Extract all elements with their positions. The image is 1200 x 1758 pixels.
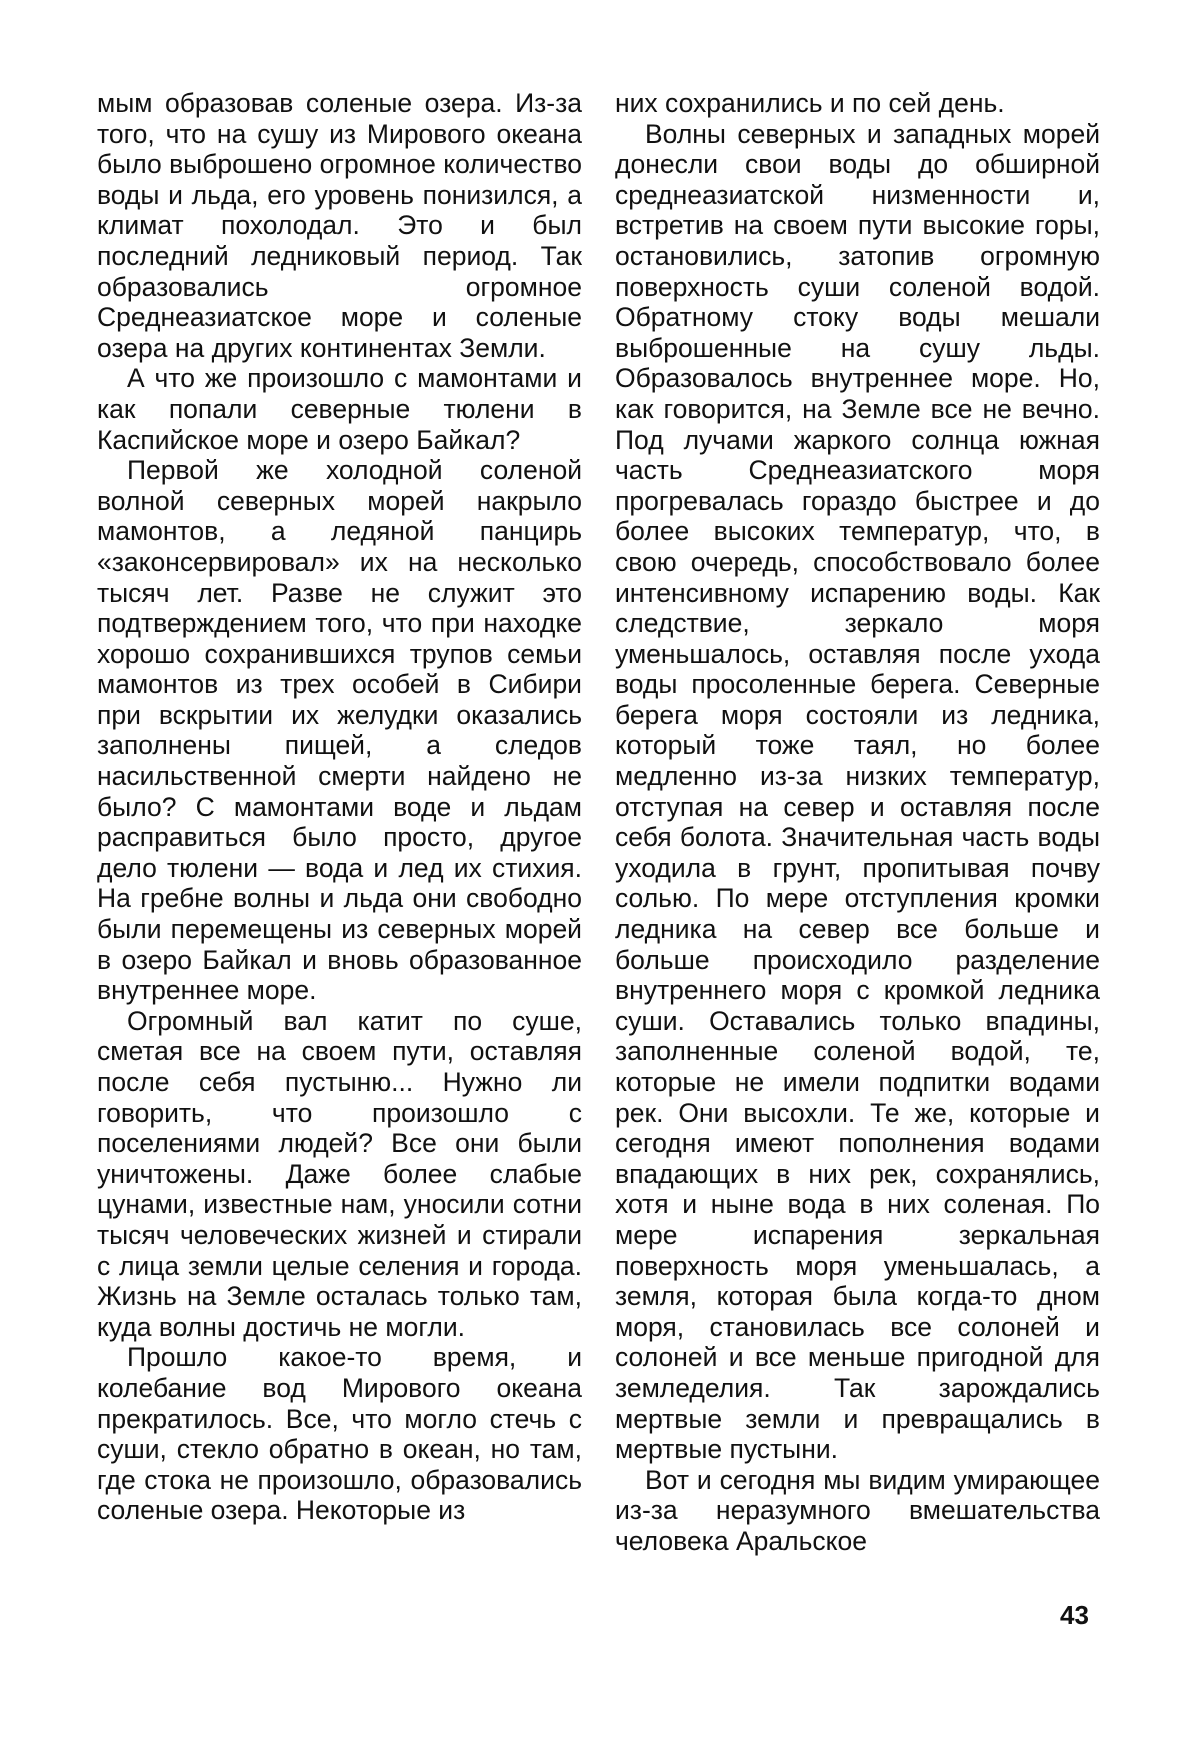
left-text-column xyxy=(97,88,582,1526)
page-number: 43 xyxy=(1060,1600,1089,1630)
paragraph: Волны северных и западных морей донесли свои воды до обширной среднеазиатской низменности и, встретив на своем пути высокие горы, остановились, затопив огромную поверхность суши соленой водой. Обратному стоку воды мешали выброшенные на сушу льды. Образовалось внутреннее море. Но, как говорится, на Земле все не вечно. Под лучами жаркого солнца южная часть Среднеазиатского моря прогревалась гораздо быстрее и до более высоких температур, что, в свою очередь, способствовало более интенсивному испарению воды. Как следствие, зеркало моря уменьшалось, оставляя после ухода воды просоленные берега. Северные берега моря состояли из ледника, который тоже таял, но более медленно из-за низких температур, отступая на север и оставляя после себя болота. Значительная часть воды уходила в грунт, пропитывая почву солью. По мере отступления кромки ледника на север все больше и больше происходило разделение внутреннего моря с кромкой ледника суши. Оставались только впадины, заполненные соленой водой, те, которые не имели подпитки водами рек. Они высохли. Те же, которые и сегодня имеют пополнения водами впадающих в них рек, сохранялись, хотя и ныне вода в них соленая. По мере испарения зеркальная поверхность моря уменьшалась, а земля, которая была когда-то дном моря, становилась все солоней и солоней и все меньше пригодной для земледелия. Так зарождались мертвые земли и превращались в мертвые пустыни. xyxy=(615,118,1100,1465)
paragraph: Вот и сегодня мы видим умирающее из-за неразумного вмешательства человека Аральское xyxy=(615,1464,1100,1556)
paragraph: Первой же холодной соленой волной северных морей накрыло мамонтов, а ледяной панцирь «законсервировал» их на несколько тысяч лет. Разве не служит это подтверждением того, что при находке хорошо сохранившихся трупов семьи мамонтов из трех особей в Сибири при вскрытии их желудки оказались заполнены пищей, а следов насильственной смерти найдено не было? С мамонтами воде и льдам расправиться было просто, другое дело тюлени — вода и лед их стихия. На гребне волны и льда они свободно были перемещены из северных морей в озеро Байкал и вновь образованное внутреннее море. xyxy=(97,455,582,1006)
paragraph: Огромный вал катит по суше, сметая все на своем пути, оставляя после себя пустыню... Нужно ли говорить, что произошло с поселениями людей? Все они были уничтожены. Даже более слабые цунами, известные нам, уносили сотни тысяч человеческих жизней и стирали с лица земли целые селения и города. Жизнь на Земле осталась только там, куда волны достичь не могли. xyxy=(97,1005,582,1342)
paragraph: Прошло какое-то время, и колебание вод Мирового океана прекратилось. Все, что могло стечь с суши, стекло обратно в океан, но там, где стока не произошло, образовались соленые озера. Некоторые из xyxy=(97,1342,582,1526)
paragraph: мым образовав соленые озера. Из-за того, что на сушу из Мирового океана было выброшено огромное количество воды и льда, его уровень понизился, а климат похолодал. Это и был последний ледниковый период. Так образовались огромное Среднеазиатское море и соленые озера на других континентах Земли. xyxy=(97,88,582,363)
paragraph: них сохранились и по сей день. xyxy=(615,88,1005,118)
right-text-column xyxy=(615,88,1100,1557)
paragraph: А что же произошло с мамонтами и как попали северные тюлени в Каспийское море и озеро Байкал? xyxy=(97,363,582,455)
